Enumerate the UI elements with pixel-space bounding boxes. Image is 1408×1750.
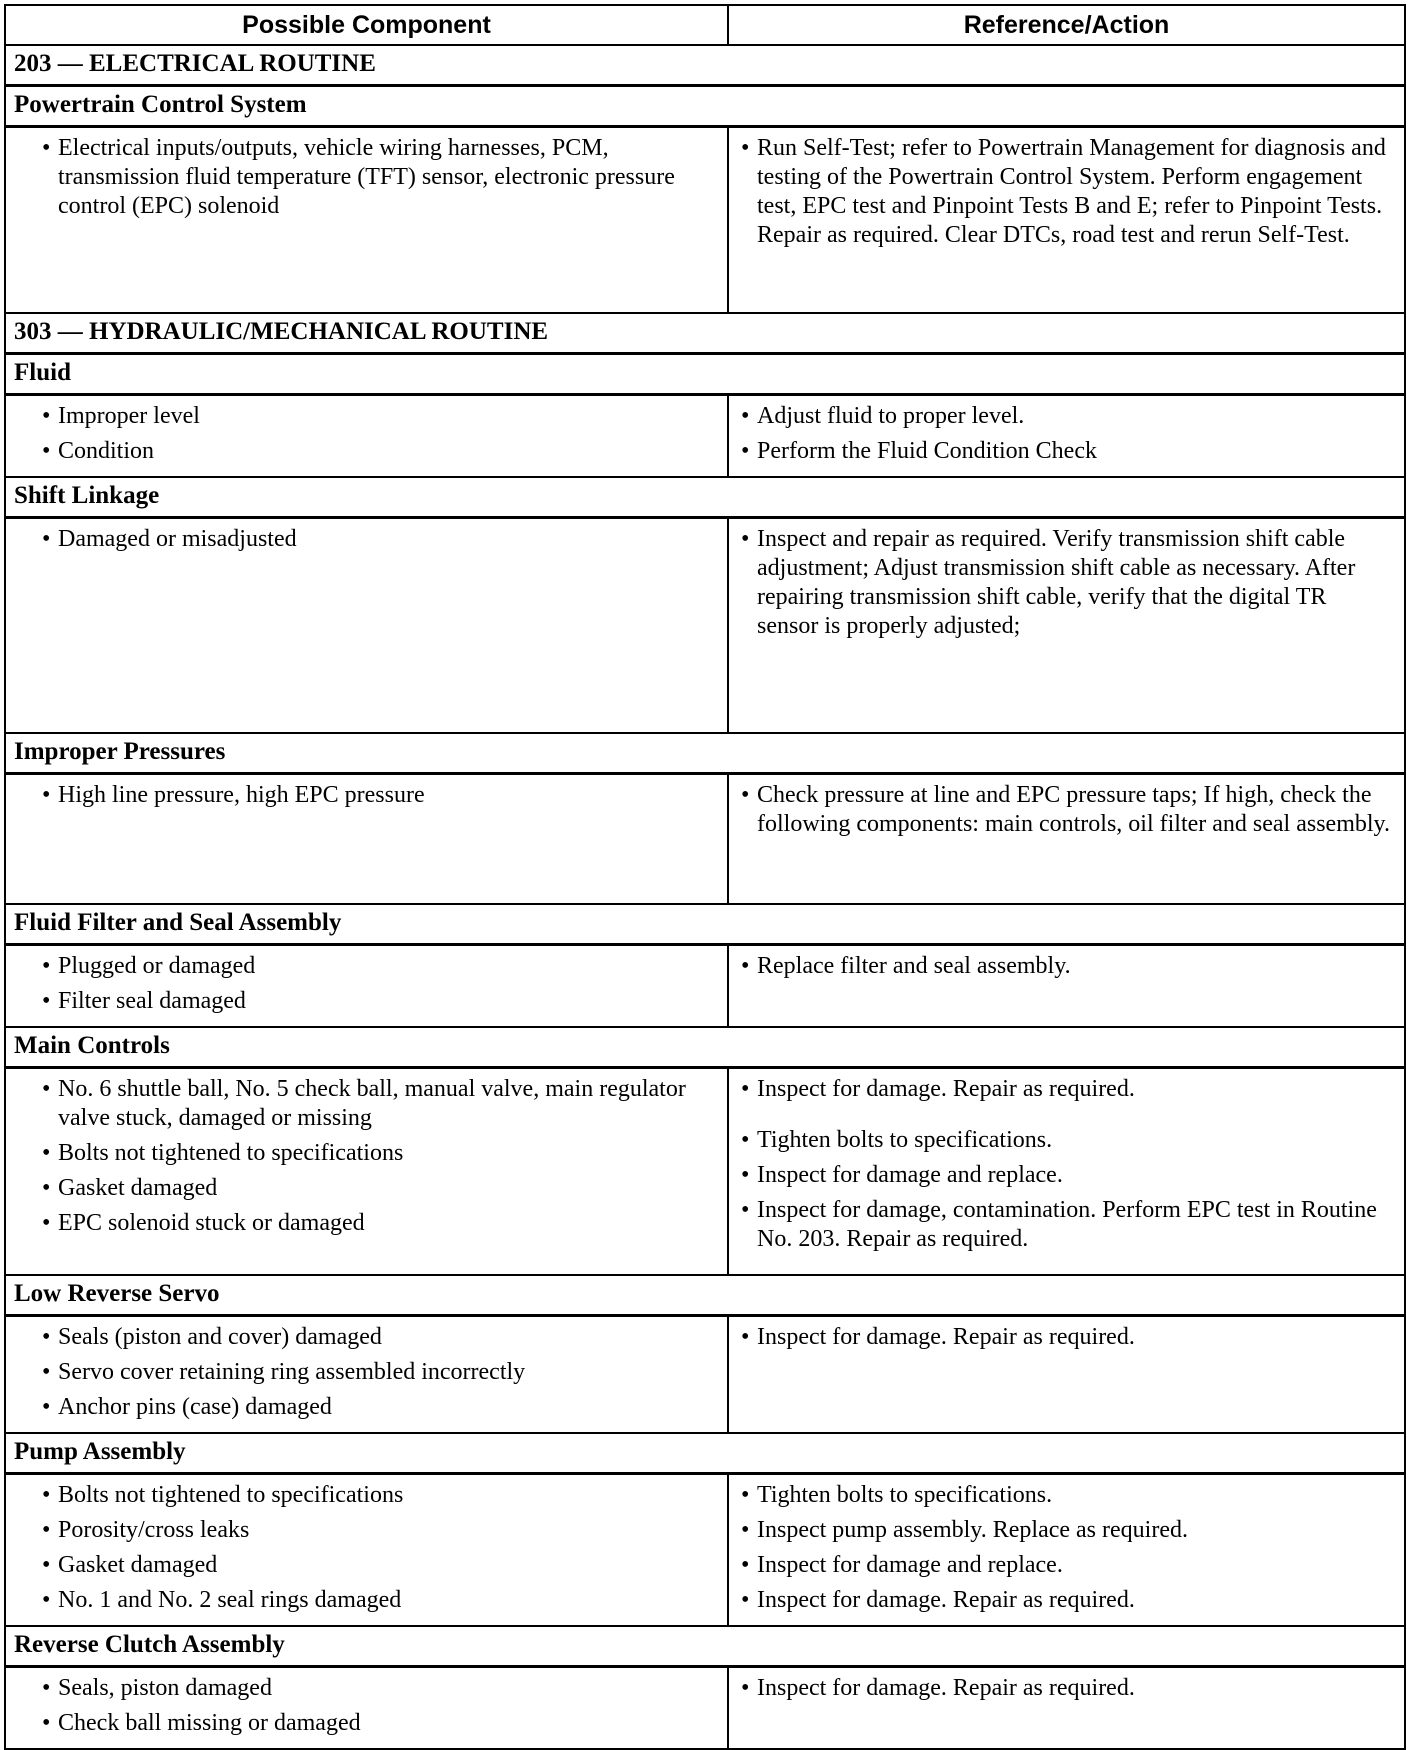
table-row bbox=[5, 1474, 1405, 1627]
action-cell bbox=[728, 517, 1405, 733]
bullet-icon: • bbox=[741, 525, 750, 552]
list-item: • Perform the Fluid Condition Check bbox=[741, 437, 1097, 464]
diagnostic-table-page bbox=[4, 4, 1404, 1750]
bullet-icon: • bbox=[42, 1517, 51, 1543]
bullet-icon: • bbox=[741, 1126, 750, 1153]
bullet-icon: • bbox=[42, 402, 51, 429]
bullet-icon: • bbox=[42, 1675, 51, 1701]
section-title-pump-assembly: Pump Assembly bbox=[5, 1433, 1405, 1474]
bullet-icon: • bbox=[741, 952, 750, 979]
bullet-icon: • bbox=[42, 1174, 51, 1201]
action-cell bbox=[728, 127, 1405, 313]
section-title-hydraulic-mechanical-routine: 303 — HYDRAULIC/MECHANICAL ROUTINE bbox=[5, 313, 1405, 354]
table-row bbox=[5, 127, 1405, 313]
section-row bbox=[5, 1027, 1405, 1068]
section-row bbox=[5, 904, 1405, 945]
bullet-icon: • bbox=[741, 782, 750, 808]
section-title-reverse-clutch-assembly: Reverse Clutch Assembly bbox=[5, 1626, 1405, 1667]
list-item: • Servo cover retaining ring assembled incorrectly bbox=[42, 1359, 526, 1385]
component-cell bbox=[5, 1316, 728, 1434]
list-item: • Porosity/cross leaks bbox=[42, 1517, 250, 1543]
bullet-icon: • bbox=[741, 1324, 750, 1350]
section-title-shift-linkage: Shift Linkage bbox=[5, 477, 1405, 518]
list-item: • Damaged or misadjusted bbox=[42, 525, 297, 552]
bullet-icon: • bbox=[42, 1139, 51, 1166]
action-cell bbox=[728, 1474, 1405, 1627]
list-item: • Inspect for damage. Repair as required. bbox=[741, 1587, 1135, 1613]
section-row bbox=[5, 86, 1405, 127]
list-item: • EPC solenoid stuck or damaged bbox=[42, 1209, 365, 1236]
action-cell bbox=[728, 1667, 1405, 1750]
bullet-icon: • bbox=[42, 1209, 51, 1236]
list-item: • Inspect and repair as required. Verify transmission shift cable adjustment; Adjust transmission shift cable as necessary. After repairing transmission shift cable, verify that the digital TR sensor is properly adjusted; bbox=[741, 525, 1356, 639]
list-item: • Filter seal damaged bbox=[42, 987, 246, 1014]
section-row bbox=[5, 313, 1405, 354]
bullet-icon: • bbox=[741, 402, 750, 429]
bullet-icon: • bbox=[741, 1552, 750, 1578]
table-row bbox=[5, 1667, 1405, 1750]
component-cell bbox=[5, 517, 728, 733]
section-row bbox=[5, 1275, 1405, 1316]
bullet-icon: • bbox=[741, 1161, 750, 1188]
table-row bbox=[5, 1067, 1405, 1275]
section-title-improper-pressures: Improper Pressures bbox=[5, 733, 1405, 774]
component-cell bbox=[5, 944, 728, 1027]
list-item: • Seals, piston damaged bbox=[42, 1675, 272, 1701]
section-row bbox=[5, 353, 1405, 394]
bullet-icon: • bbox=[741, 437, 750, 464]
bullet-icon: • bbox=[42, 135, 51, 161]
list-item: • Check ball missing or damaged bbox=[42, 1710, 361, 1736]
section-row bbox=[5, 1626, 1405, 1667]
component-cell bbox=[5, 774, 728, 904]
column-header-possible-component: Possible Component bbox=[5, 5, 728, 45]
section-row bbox=[5, 477, 1405, 518]
action-cell bbox=[728, 1067, 1405, 1275]
section-title-main-controls: Main Controls bbox=[5, 1027, 1405, 1068]
list-item: • Condition bbox=[42, 437, 155, 464]
bullet-icon: • bbox=[741, 135, 750, 161]
list-item: • Inspect for damage and replace. bbox=[741, 1161, 1063, 1188]
component-cell bbox=[5, 1067, 728, 1275]
bullet-icon: • bbox=[42, 1075, 51, 1102]
section-row bbox=[5, 733, 1405, 774]
action-cell bbox=[728, 944, 1405, 1027]
action-cell bbox=[728, 394, 1405, 477]
list-item: • Seals (piston and cover) damaged bbox=[42, 1324, 382, 1350]
list-item: • Gasket damaged bbox=[42, 1552, 218, 1578]
list-item: • Improper level bbox=[42, 402, 200, 429]
component-cell bbox=[5, 1474, 728, 1627]
bullet-icon: • bbox=[42, 1552, 51, 1578]
bullet-icon: • bbox=[42, 1587, 51, 1613]
bullet-icon: • bbox=[42, 952, 51, 979]
section-title-electrical-routine: 203 — ELECTRICAL ROUTINE bbox=[5, 45, 1405, 86]
section-row bbox=[5, 1433, 1405, 1474]
list-item: • Inspect for damage. Repair as required. bbox=[741, 1675, 1135, 1701]
list-item: • Inspect for damage, contamination. Perform EPC test in Routine No. 203. Repair as required. bbox=[741, 1196, 1377, 1252]
section-title-fluid: Fluid bbox=[5, 353, 1405, 394]
column-header-reference-action: Reference/Action bbox=[728, 5, 1405, 45]
list-item: • Tighten bolts to specifications. bbox=[741, 1482, 1053, 1508]
list-item: • Electrical inputs/outputs, vehicle wiring harnesses, PCM, transmission fluid temperature (TFT) sensor, electronic pressure control (EPC) solenoid bbox=[42, 135, 675, 219]
list-item: • No. 1 and No. 2 seal rings damaged bbox=[42, 1587, 402, 1613]
list-item: • Run Self-Test; refer to Powertrain Management for diagnosis and testing of the Powertrain Control System. Perform engagement test, EPC test and Pinpoint Tests B and E; refer to Pinpoint Tests. Repair as required. Clear DTCs, road test and rerun Self-Test. bbox=[741, 135, 1386, 248]
section-title-powertrain-control-system: Powertrain Control System bbox=[5, 86, 1405, 127]
list-item: • Bolts not tightened to specifications bbox=[42, 1482, 404, 1508]
section-row bbox=[5, 45, 1405, 86]
table-row bbox=[5, 944, 1405, 1027]
action-cell bbox=[728, 774, 1405, 904]
bullet-icon: • bbox=[741, 1587, 750, 1613]
list-item: • High line pressure, high EPC pressure bbox=[42, 782, 425, 808]
list-item: • Bolts not tightened to specifications bbox=[42, 1139, 404, 1166]
component-cell bbox=[5, 1667, 728, 1750]
list-item: • Adjust fluid to proper level. bbox=[741, 402, 1025, 429]
bullet-icon: • bbox=[42, 1482, 51, 1508]
bullet-icon: • bbox=[42, 525, 51, 552]
bullet-icon: • bbox=[42, 1394, 51, 1420]
bullet-icon: • bbox=[42, 1359, 51, 1385]
list-item: • Inspect pump assembly. Replace as required. bbox=[741, 1517, 1188, 1543]
table-header-row bbox=[5, 5, 1405, 45]
table-row bbox=[5, 1316, 1405, 1434]
action-cell bbox=[728, 1316, 1405, 1434]
table-row bbox=[5, 774, 1405, 904]
bullet-icon: • bbox=[42, 1710, 51, 1736]
list-item: • Anchor pins (case) damaged bbox=[42, 1394, 332, 1420]
list-item: • Plugged or damaged bbox=[42, 952, 256, 979]
list-item: • Tighten bolts to specifications. bbox=[741, 1126, 1053, 1153]
list-item: • Inspect for damage and replace. bbox=[741, 1552, 1063, 1578]
bullet-icon: • bbox=[42, 782, 51, 808]
list-item: • No. 6 shuttle ball, No. 5 check ball, manual valve, main regulator valve stuck, damaged or missing bbox=[42, 1075, 686, 1131]
section-title-fluid-filter-and-seal-assembly: Fluid Filter and Seal Assembly bbox=[5, 904, 1405, 945]
component-cell bbox=[5, 394, 728, 477]
bullet-icon: • bbox=[42, 1324, 51, 1350]
section-title-low-reverse-servo: Low Reverse Servo bbox=[5, 1275, 1405, 1316]
list-item: • Check pressure at line and EPC pressure taps; If high, check the following components: main controls, oil filter and seal assembly. bbox=[741, 782, 1390, 837]
list-item: • Inspect for damage. Repair as required. bbox=[741, 1324, 1135, 1350]
bullet-icon: • bbox=[741, 1675, 750, 1701]
list-item: • Gasket damaged bbox=[42, 1174, 218, 1201]
bullet-icon: • bbox=[741, 1196, 750, 1223]
list-item: • Replace filter and seal assembly. bbox=[741, 952, 1071, 979]
component-cell bbox=[5, 127, 728, 313]
bullet-icon: • bbox=[741, 1517, 750, 1543]
list-item: • Inspect for damage. Repair as required. bbox=[741, 1075, 1135, 1102]
diagnostic-table bbox=[4, 4, 1406, 1750]
bullet-icon: • bbox=[42, 437, 51, 464]
bullet-icon: • bbox=[42, 987, 51, 1014]
bullet-icon: • bbox=[741, 1482, 750, 1508]
table-row bbox=[5, 517, 1405, 733]
table-row bbox=[5, 394, 1405, 477]
bullet-icon: • bbox=[741, 1075, 750, 1102]
